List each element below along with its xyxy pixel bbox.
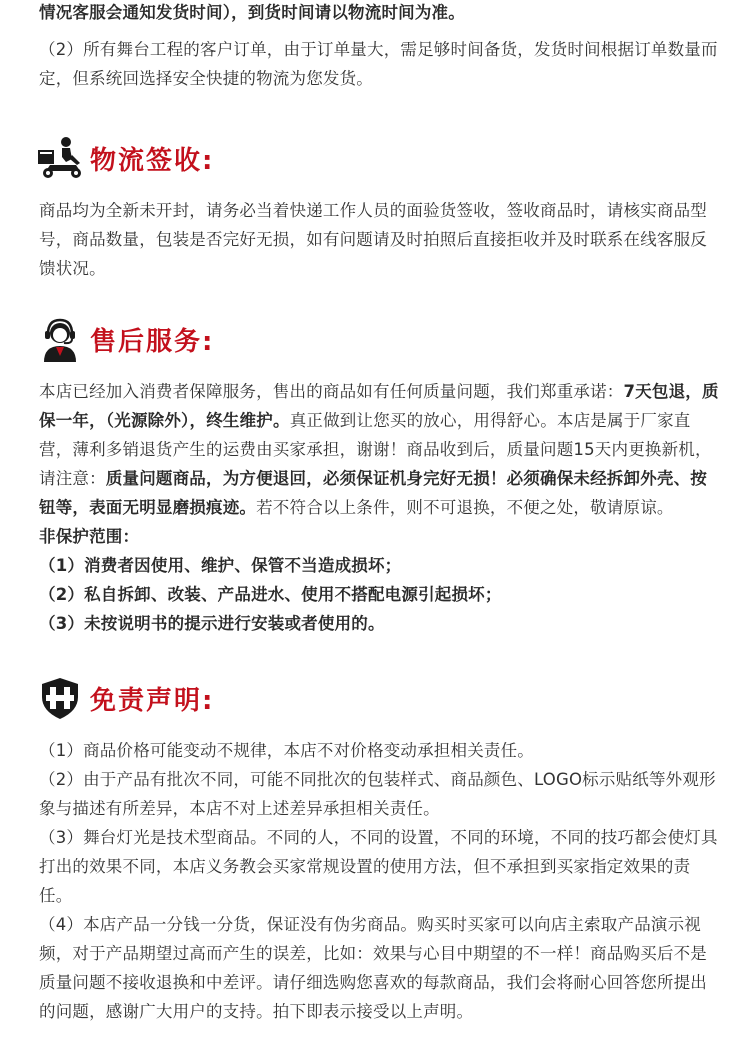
logistics-text: 商品均为全新未开封，请务必当着快递工作人员的面验货签收，签收商品时，请核实商品型号，商品数量，包装是否完好无损，如有问题请及时拍照后直接拒收并及时联系在线客服反馈状况。 [39,201,707,278]
aftersales-text-3: 若不符合以上条件，则不可退换，不便之处，敬请原谅。 [256,498,674,517]
shipping-note-line [0,0,750,27]
disclaimer-item: （1）商品价格可能变动不规律，本店不对价格变动承担相关责任。 [39,741,534,760]
nonwarranty-item: （3）未按说明书的提示进行安装或者使用的。 [39,614,385,633]
nonwarranty-item: （2）私自拆卸、改装、产品进水、使用不搭配电源引起损坏； [39,585,502,604]
shipping-notes [0,0,750,93]
disclaimer-header [0,668,750,728]
aftersales-text-1: 本店已经加入消费者保障服务，售出的商品如有任何质量问题，我们郑重承诺： [39,382,624,401]
disclaimer-item: （3）舞台灯光是技术型商品。不同的人，不同的设置，不同的环境，不同的技巧都会使灯具打出的效果不同，本店义务教会买家常规设置的使用方法，但不承担到买家指定效果的责任。 [39,828,718,905]
aftersales-title: 售后服务: [90,326,215,357]
disclaimer-item: （2）由于产品有批次不同，可能不同批次的包装样式、商品颜色、LOGO标示贴纸等外观形象与描述有所差异，本店不对上述差异承担相关责任。 [39,770,716,818]
aftersales-text [0,377,750,522]
aftersales-text-2: 真正做到让您买的放心，用得舒心。本店是属于厂家直营，薄利多销退货产生的运费由买家承担，谢谢！商品收到后，质量问题15天内更换新机，请注意： [39,411,712,488]
nonwarranty-title: 非保护范围： [39,527,140,546]
shipping-note-2: （2）所有舞台工程的客户订单，由于订单量大，需足够时间备货，发货时间根据订单数量而定，但系统回选择安全快捷的物流为您发货。 [39,40,718,88]
aftersales-header [0,309,750,369]
disclaimer-title: 免责声明: [90,685,215,716]
logistics-title: 物流签收: [90,145,215,176]
shipping-note-bold: 情况客服会通知发货时间），到货时间请以物流时间为准。 [39,3,465,22]
customer-service-icon [36,316,84,362]
disclaimer-item: （4）本店产品一分钱一分货，保证没有伪劣商品。购买时买家可以向店主索取产品演示视频，对于产品期望过高而产生的误差，比如：效果与心目中期望的不一样！商品购买后不是质量问题不接收退换和中差评。请仔细选购您喜欢的每款商品，我们会将耐心回答您所提出的问题，感谢广大用户的支持。拍下即表示接受以上声明。 [39,915,707,1021]
nonwarranty-item: （1）消费者因使用、维护、保管不当造成损坏； [39,556,402,575]
aftersales-bold-1: 7天包退，质保一年，（光源除外），终生维护。 [39,382,719,430]
aftersales-bold-2: 质量问题商品，为方便退回，必须保证机身完好无损！必须确保未经拆卸外壳、按钮等，表面无明显磨损痕迹。 [39,469,708,517]
shield-icon [36,675,84,721]
logistics-header [0,128,750,188]
delivery-scooter-icon [36,135,84,181]
